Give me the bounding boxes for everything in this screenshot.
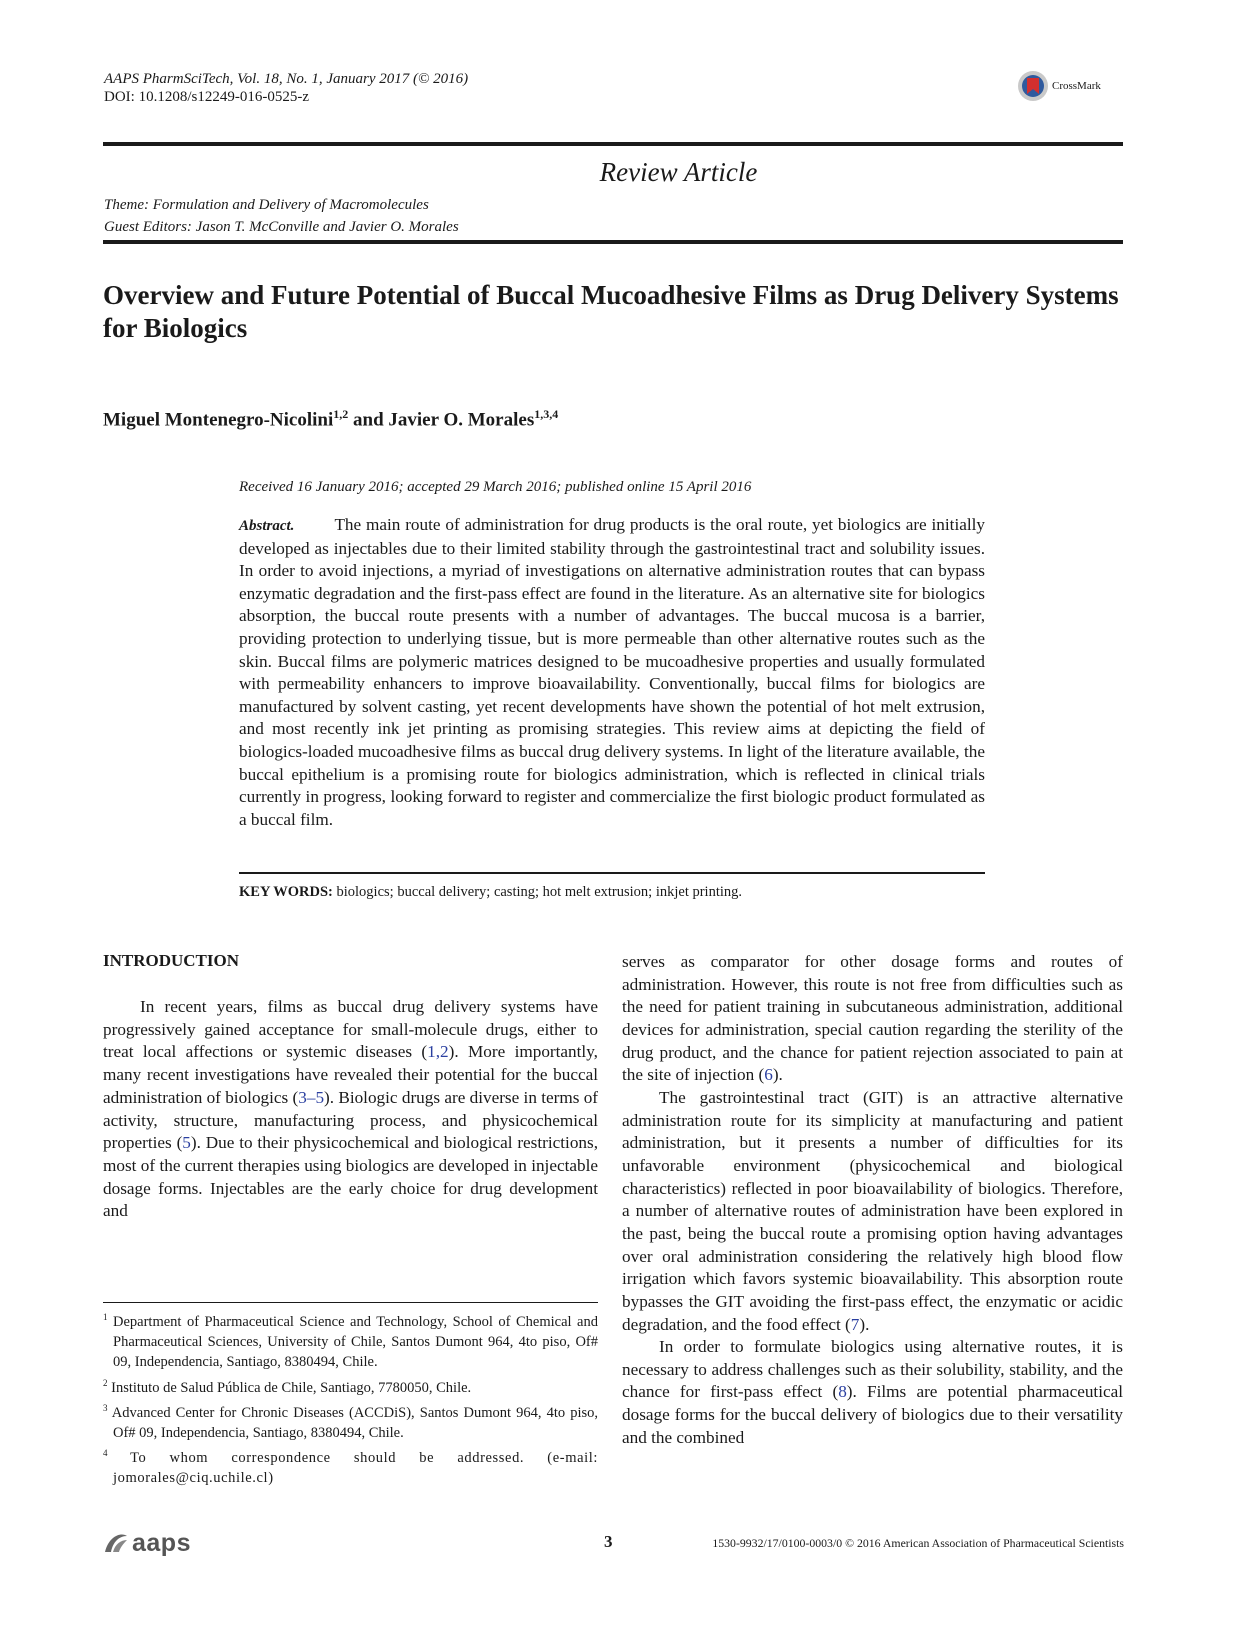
body-text: ). <box>859 1314 870 1334</box>
body-text: ). Due to their physicochemical and biological restrictions, most of the current therapies using biologics are developed in injectable dosage forms. Injectables are the early choice for drug development and <box>103 1133 599 1221</box>
journal-citation: AAPS PharmSciTech, Vol. 18, No. 1, January 2017 (© 2016) <box>104 71 469 87</box>
body-text: ). Biologic drugs are diverse in terms of activity, structure, manufacturing process, and physicochemical properties ( <box>103 1087 599 1153</box>
keywords-text: biologics; buccal delivery; casting; hot melt extrusion; inkjet printing. <box>332 884 743 900</box>
crossmark-label: CrossMark <box>1052 80 1101 92</box>
theme-block <box>104 194 459 238</box>
article-type: Review Article <box>599 157 758 187</box>
intro-right-column <box>622 951 1123 1449</box>
body-text: ). <box>772 1065 783 1085</box>
theme-line: Theme: Formulation and Delivery of Macromolecules <box>104 197 429 213</box>
citation-link[interactable]: 8 <box>838 1382 847 1402</box>
copyright-line: 1530-9932/17/0100-0003/0 © 2016 American Association of Pharmaceutical Scientists <box>712 1536 1124 1550</box>
header-rule-top <box>103 142 1123 146</box>
keywords-label: KEY WORDS: <box>239 884 333 900</box>
footnote-rule <box>103 1302 598 1303</box>
abstract-text: The main route of administration for drug products is the oral route, yet biologics are initially developed as injectables due to their limited stability through the gastrointestinal tract and solubility issues. In order to avoid injections, a myriad of investigations on alternative administration routes that can bypass enzymatic degradation and the first-pass effect are found in the literature. As an alternative site for biologics absorption, the buccal route presents with a number of advantages. The buccal mucosa is a barrier, providing protection to underlying tissue, but is more permeable than other alternative routes such as the skin. Buccal films are polymeric matrices designed to be mucoadhesive properties and usually formulated with permeability enhancers to improve bioavailability. Conventionally, buccal films for biologics are manufactured by solvent casting, yet recent developments have shown the potential of hot melt extrusion, and most recently ink jet printing as promising strategies. This review aims at depicting the field of biologics-loaded mucoadhesive films as buccal drug delivery systems. In light of the literature available, the buccal epithelium is a promising route for biologics administration, which is reflected in clinical trials currently in progress, looking forward to register and commercialize the first biologic product formulated as a buccal film. <box>239 515 985 829</box>
citation-link[interactable]: 7 <box>850 1314 860 1334</box>
guest-editors-line: Guest Editors: Jason T. McConville and Javier O. Morales <box>104 219 459 235</box>
citation-link[interactable]: 5 <box>182 1133 191 1153</box>
authors <box>103 407 558 431</box>
author-name: Miguel Montenegro-Nicolini <box>103 409 334 431</box>
footnote-number: 3 <box>103 1402 108 1413</box>
page-number: 3 <box>604 1532 613 1551</box>
crossmark-badge[interactable] <box>1017 66 1125 106</box>
footnote <box>103 1398 598 1443</box>
doi[interactable]: DOI: 10.1208/s12249-016-0525-z <box>104 89 309 105</box>
abstract <box>239 514 985 831</box>
abstract-label: Abstract. <box>239 518 295 534</box>
footnote-text: Department of Pharmaceutical Science and Technology, School of Chemical and Pharmaceutical Sciences, University of Chile, Santos Dumont 964, 4to piso, Of# 09, Independencia, Santiago, 8380494, Chile. <box>113 1313 598 1371</box>
footnote-text: Instituto de Salud Pública de Chile, Santiago, 7780050, Chile. <box>111 1379 472 1396</box>
author-affiliation: 1,3,4 <box>534 407 559 421</box>
body-text: In order to formulate biologics using alternative routes, it is necessary to address challenges such as their solubility, stability, and the chance for first-pass effect ( <box>622 1337 1123 1402</box>
footnote <box>103 1443 598 1488</box>
author-name: Javier O. Morales <box>388 409 535 431</box>
footnote-text: Advanced Center for Chronic Diseases (ACCDiS), Santos Dumont 964, 4to piso, Of# 09, Independencia, Santiago, 8380494, Chile. <box>111 1404 598 1441</box>
aaps-logo <box>103 1530 191 1556</box>
keywords <box>239 884 742 901</box>
section-heading: INTRODUCTION <box>103 951 240 970</box>
body-text: serves as comparator for other dosage forms and routes of administration. However, this route is not free from difficulties such as the need for patient training in subcutaneous administration, additional devices for administration, special caution regarding the sterility of the drug product, and the chance for patient rejection associated to pain at the site of injection ( <box>622 952 1123 1085</box>
body-text: ). Films are potential pharmaceutical dosage forms for the buccal delivery of biologics due to their versatility and the combined <box>622 1382 1123 1447</box>
paragraph <box>622 951 1123 1087</box>
citation-link[interactable]: 6 <box>764 1065 773 1085</box>
article-title: Overview and Future Potential of Buccal Mucoadhesive Films as Drug Delivery Systems for Biologics <box>103 280 1119 343</box>
author-affiliation: 1,2 <box>333 407 349 421</box>
footnote-text: To whom correspondence should be addressed. (e-mail: jomorales@ciq.uchile.cl) <box>113 1450 598 1487</box>
paragraph <box>622 1087 1123 1336</box>
intro-left-column <box>103 996 598 1223</box>
footnote-number: 2 <box>103 1377 108 1388</box>
header-rule-bottom <box>103 240 1123 244</box>
citation-link[interactable]: 3–5 <box>298 1087 325 1107</box>
journal-header <box>104 70 468 106</box>
citation-link[interactable]: 1,2 <box>427 1042 449 1062</box>
body-text: The gastrointestinal tract (GIT) is an attractive alternative administration route for its simplicity at manufacturing and patient administration, but it presents a number of difficulties for its unfavorable environment (physicochemical and biological characteristics) reflected in poor bioavailability of biologics. Therefore, a number of alternative routes of administration have been explored in the past, being the buccal route a promising option having advantages over oral administration considering the relatively high blood flow irrigation which favors systemic bioavailability. This absorption route bypasses the GIT avoiding the first-pass effect, the enzymatic or acidic degradation, and the food effect ( <box>622 1087 1123 1334</box>
paragraph <box>622 1336 1123 1449</box>
body-text: ). More importantly, many recent investigations have revealed their potential for the buccal administration of biologics ( <box>103 1042 598 1107</box>
received-dates: Received 16 January 2016; accepted 29 March 2016; published online 15 April 2016 <box>239 479 752 495</box>
author-separator: and <box>348 409 389 431</box>
body-text: In recent years, films as buccal drug delivery systems have progressively gained acceptance for small-molecule drugs, either to treat local affections or systemic diseases ( <box>103 997 598 1062</box>
footnote-number: 1 <box>103 1312 108 1322</box>
footnote <box>103 1307 598 1373</box>
crossmark-icon <box>1017 70 1049 102</box>
aaps-swoosh-icon <box>103 1532 129 1554</box>
footnote <box>103 1373 598 1398</box>
aaps-logo-text: aaps <box>132 1528 191 1557</box>
footnotes <box>103 1307 598 1489</box>
abstract-rule <box>239 872 985 874</box>
footnote-number: 4 <box>103 1448 108 1459</box>
